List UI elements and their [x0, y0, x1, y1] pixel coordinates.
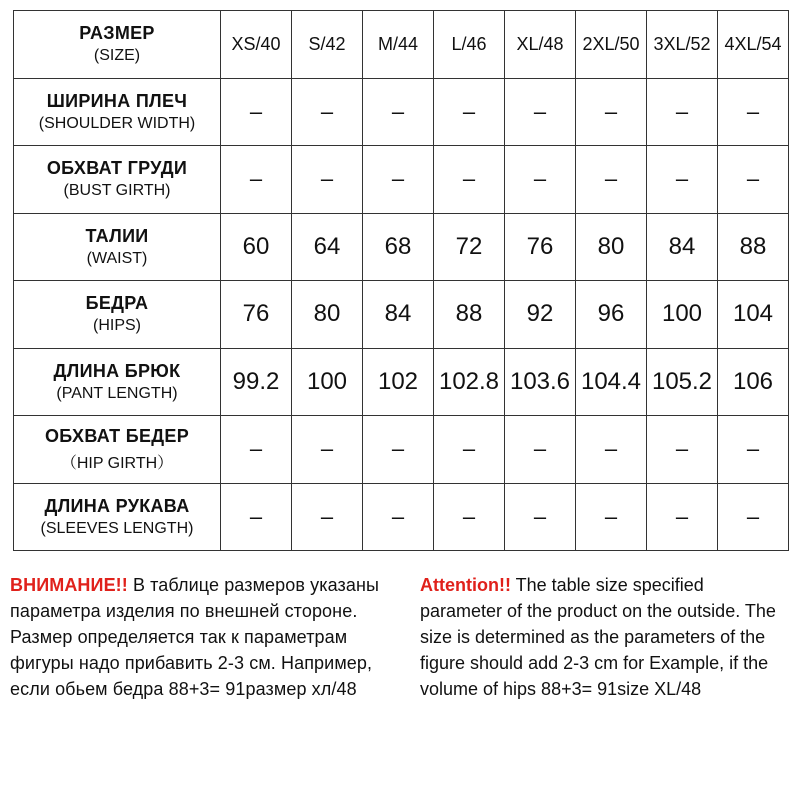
- table-cell: 68: [363, 213, 434, 281]
- row-label-cell: [14, 281, 221, 349]
- size-header-en: (SIZE): [93, 47, 141, 65]
- row-label-ru: ШИРИНА ПЛЕЧ: [46, 90, 188, 111]
- size-column-header: 2XL/50: [576, 11, 647, 79]
- row-label-ru: ОБХВАТ ГРУДИ: [46, 158, 188, 179]
- attention-label-ru: ВНИМАНИЕ!!: [10, 575, 128, 595]
- table-cell: –: [363, 483, 434, 551]
- table-cell: 100: [647, 281, 718, 349]
- row-label-en: (SHOULDER WIDTH): [38, 114, 196, 132]
- table-cell: –: [292, 146, 363, 214]
- table-cell: 88: [434, 281, 505, 349]
- table-cell: –: [434, 416, 505, 484]
- table-cell: 84: [647, 213, 718, 281]
- size-column-header: XL/48: [505, 11, 576, 79]
- table-cell: 92: [505, 281, 576, 349]
- table-cell: 104.4: [576, 348, 647, 416]
- header-row: [14, 11, 789, 79]
- row-label-cell: [14, 483, 221, 551]
- table-cell: 105.2: [647, 348, 718, 416]
- table-cell: –: [718, 146, 789, 214]
- size-column-header: 3XL/52: [647, 11, 718, 79]
- table-cell: –: [647, 78, 718, 146]
- table-row: [14, 281, 789, 349]
- table-cell: –: [505, 146, 576, 214]
- table-cell: –: [221, 416, 292, 484]
- table-cell: 80: [576, 213, 647, 281]
- table-row: [14, 348, 789, 416]
- table-cell: –: [221, 78, 292, 146]
- table-cell: 106: [718, 348, 789, 416]
- table-cell: –: [718, 78, 789, 146]
- table-cell: –: [434, 146, 505, 214]
- table-cell: 102.8: [434, 348, 505, 416]
- row-label-cell: [14, 416, 221, 484]
- table-row: [14, 213, 789, 281]
- table-cell: 76: [221, 281, 292, 349]
- row-label-en: (WAIST): [86, 249, 148, 267]
- size-column-header: XS/40: [221, 11, 292, 79]
- attention-note-ru: [10, 572, 395, 702]
- table-cell: –: [434, 483, 505, 551]
- table-cell: 72: [434, 213, 505, 281]
- table-cell: –: [505, 416, 576, 484]
- table-cell: –: [292, 78, 363, 146]
- row-label-en: (PANT LENGTH): [56, 384, 178, 402]
- table-cell: 103.6: [505, 348, 576, 416]
- table-cell: 88: [718, 213, 789, 281]
- table-cell: –: [221, 483, 292, 551]
- size-chart-table: [13, 10, 789, 551]
- table-cell: –: [576, 416, 647, 484]
- table-cell: 102: [363, 348, 434, 416]
- row-label-cell: [14, 146, 221, 214]
- row-label-ru: ОБХВАТ БЕДЕР: [44, 425, 190, 446]
- size-column-header: M/44: [363, 11, 434, 79]
- table-cell: 80: [292, 281, 363, 349]
- row-label-en: （HIP GIRTH）: [60, 454, 174, 472]
- table-cell: –: [576, 483, 647, 551]
- table-row: [14, 146, 789, 214]
- table-cell: –: [647, 483, 718, 551]
- attention-label-en: Attention!!: [420, 575, 511, 595]
- row-label-en: (HIPS): [93, 317, 141, 335]
- table-cell: –: [434, 78, 505, 146]
- table-cell: –: [576, 146, 647, 214]
- table-cell: –: [718, 416, 789, 484]
- table-cell: –: [363, 78, 434, 146]
- table-cell: 96: [576, 281, 647, 349]
- table-cell: 99.2: [221, 348, 292, 416]
- row-label-cell: [14, 348, 221, 416]
- attention-text-en: The table size specified parameter of the product on the outside. The size is determined as the parameters of the figure should add 2-3 cm for Example, if the volume of hips 88+3= 91size XL/48: [420, 575, 776, 699]
- row-label-en: (BUST GIRTH): [63, 182, 171, 200]
- row-label-en: (SLEEVES LENGTH): [40, 519, 194, 537]
- attention-text-ru: В таблице размеров указаны параметра изделия по внешней стороне. Размер определяется так к параметрам фигуры надо прибавить 2-3 см. Например, если обьем бедра 88+3= 91размер хл/48: [10, 575, 380, 699]
- table-cell: –: [363, 146, 434, 214]
- size-header-cell: [14, 11, 221, 79]
- table-cell: –: [505, 78, 576, 146]
- row-label-ru: ДЛИНА БРЮК: [53, 360, 181, 381]
- table-cell: 60: [221, 213, 292, 281]
- size-header-ru: РАЗМЕР: [79, 23, 155, 44]
- table-row: [14, 78, 789, 146]
- row-label-ru: ДЛИНА РУКАВА: [44, 495, 190, 516]
- attention-note-en: [420, 572, 790, 702]
- table-cell: 100: [292, 348, 363, 416]
- table-cell: –: [292, 416, 363, 484]
- row-label-cell: [14, 78, 221, 146]
- table-row: [14, 483, 789, 551]
- table-cell: –: [505, 483, 576, 551]
- table-cell: –: [718, 483, 789, 551]
- row-label-ru: ТАЛИИ: [85, 225, 149, 246]
- table-cell: 84: [363, 281, 434, 349]
- size-column-header: S/42: [292, 11, 363, 79]
- table-cell: –: [221, 146, 292, 214]
- table-cell: –: [647, 416, 718, 484]
- table-row: [14, 416, 789, 484]
- table-cell: –: [363, 416, 434, 484]
- table-cell: 104: [718, 281, 789, 349]
- row-label-cell: [14, 213, 221, 281]
- table-cell: –: [292, 483, 363, 551]
- row-label-ru: БЕДРА: [85, 293, 149, 314]
- table-cell: –: [647, 146, 718, 214]
- table-cell: 76: [505, 213, 576, 281]
- size-column-header: L/46: [434, 11, 505, 79]
- size-column-header: 4XL/54: [718, 11, 789, 79]
- table-cell: –: [576, 78, 647, 146]
- table-cell: 64: [292, 213, 363, 281]
